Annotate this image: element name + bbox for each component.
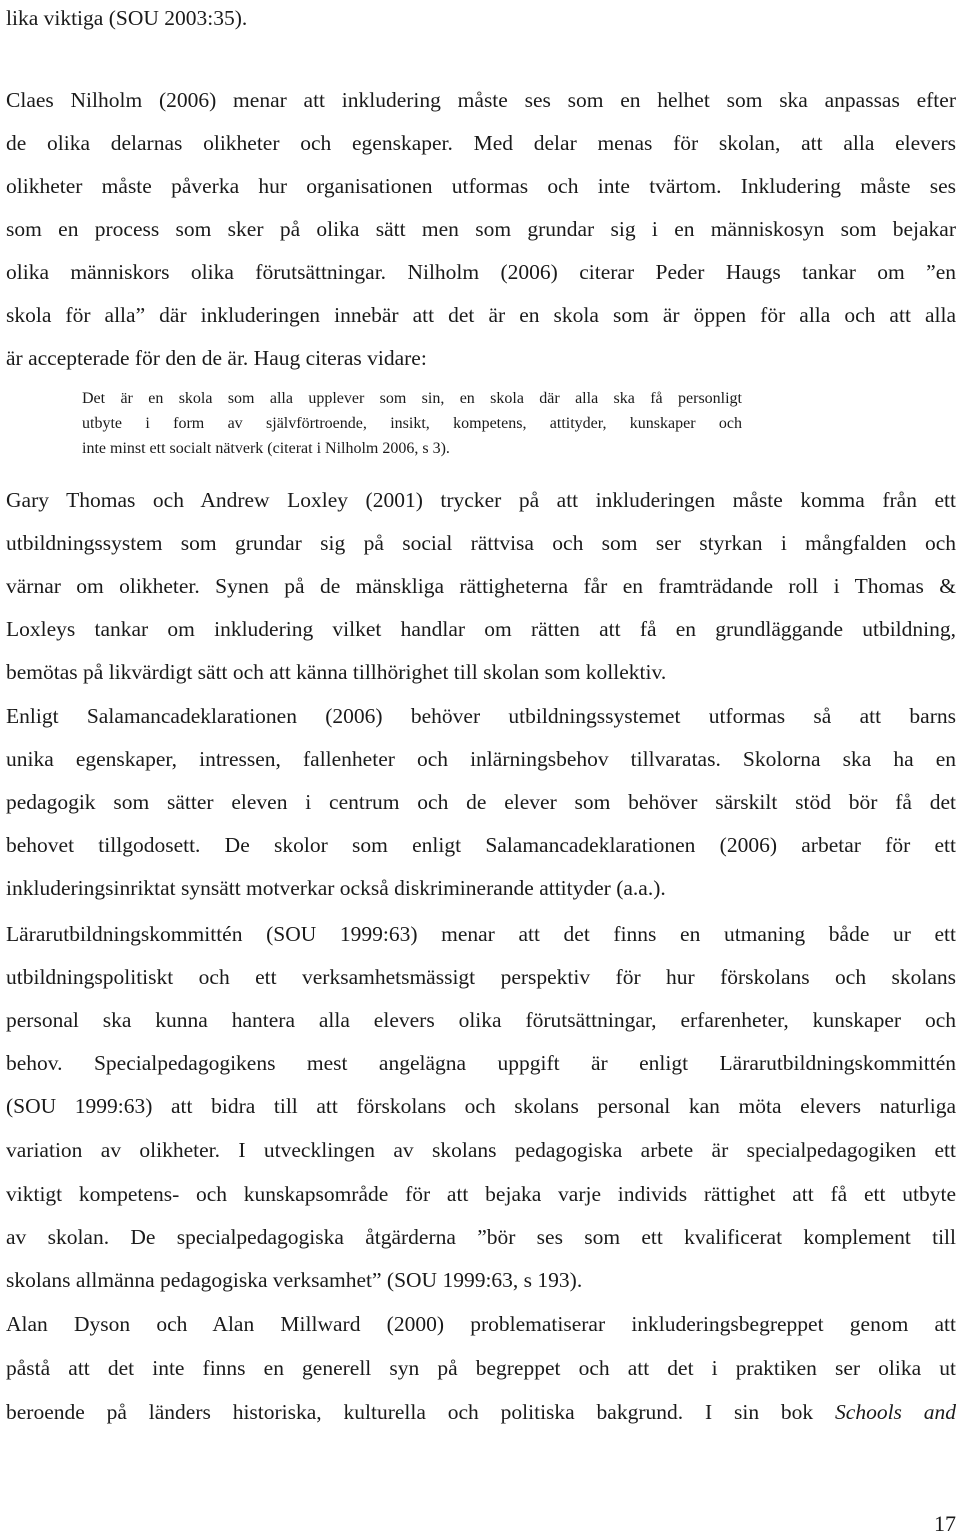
quote-line: inte minst ett socialt nätverk (citerat i Nilholm 2006, s 3). — [82, 440, 450, 457]
text-line: påstå att det inte finns en generell syn på begreppet och att det i praktiken ser olika ut — [6, 1356, 956, 1380]
text-line: Gary Thomas och Andrew Loxley (2001) trycker på att inkluderingen måste komma från ett — [6, 488, 956, 512]
text-line: Enligt Salamancadeklarationen (2006) behöver utbildningssystemet utformas så att barns — [6, 704, 956, 728]
page-number: 17 — [934, 1511, 956, 1536]
text-line: bemötas på likvärdigt sätt och att känna tillhörighet till skolan som kollektiv. — [6, 660, 667, 684]
text-line: av skolan. De specialpedagogiska åtgärderna ”bör ses som ett kvalificerat komplement till — [6, 1225, 956, 1249]
text-line: (SOU 1999:63) att bidra till att förskolans och skolans personal kan möta elevers naturliga — [6, 1094, 956, 1118]
text-line: variation av olikheter. I utvecklingen av skolans pedagogiska arbete är specialpedagogiken ett — [6, 1138, 956, 1162]
book-title-italic: Schools and — [835, 1400, 957, 1424]
text-line: utbildningspolitiskt och ett verksamhetsmässigt perspektiv för hur förskolans och skolans — [6, 965, 956, 989]
text-line: Loxleys tankar om inkludering vilket handlar om rätten att få en grundläggande utbildning, — [6, 617, 956, 641]
text-line: Claes Nilholm (2006) menar att inkludering måste ses som en helhet som ska anpassas efter — [6, 88, 956, 112]
text-line: personal ska kunna hantera alla elevers olika förutsättningar, erfarenheter, kunskaper och — [6, 1008, 956, 1032]
text-line: skolans allmänna pedagogiska verksamhet” (SOU 1999:63, s 193). — [6, 1268, 583, 1292]
text-line: värnar om olikheter. Synen på de mänskliga rättigheterna får en framträdande roll i Thomas & — [6, 574, 956, 598]
paragraph-fragment: lika viktiga (SOU 2003:35). — [6, 6, 248, 30]
quote-line: utbyte i form av självförtroende, insikt, kompetens, attityder, kunskaper och — [82, 415, 742, 432]
quote-line: Det är en skola som alla upplever som sin, en skola där alla ska få personligt — [82, 390, 742, 407]
text-line: viktigt kompetens- och kunskapsområde för att bejaka varje individs rättighet att få ett utbyte — [6, 1182, 956, 1206]
text-line: skola för alla” där inkluderingen innebär att det är en skola som är öppen för alla och att alla — [6, 303, 956, 327]
text-line: olika människors olika förutsättningar. Nilholm (2006) citerar Peder Haugs tankar om ”en — [6, 260, 956, 284]
text-line: de olika delarnas olikheter och egenskaper. Med delar menas för skolan, att alla elevers — [6, 131, 956, 155]
text-line — [6, 1398, 956, 1426]
text-line: olikheter måste påverka hur organisationen utformas och inte tvärtom. Inkludering måste ses — [6, 174, 956, 198]
text-line: behovet tillgodosett. De skolor som enligt Salamancadeklarationen (2006) arbetar för ett — [6, 833, 956, 857]
text-line: är accepterade för den de är. Haug citeras vidare: — [6, 346, 427, 370]
text-line: Alan Dyson och Alan Millward (2000) problematiserar inkluderingsbegreppet genom att — [6, 1312, 956, 1336]
text-line: pedagogik som sätter eleven i centrum och de elever som behöver särskilt stöd bör få det — [6, 790, 956, 814]
text-line: unika egenskaper, intressen, fallenheter och inlärningsbehov tillvaratas. Skolorna ska ha en — [6, 747, 956, 771]
text-line: inkluderingsinriktat synsätt motverkar också diskriminerande attityder (a.a.). — [6, 876, 666, 900]
text-line: som en process som sker på olika sätt men som grundar sig i en människosyn som bejakar — [6, 217, 956, 241]
text-line: Lärarutbildningskommittén (SOU 1999:63) menar att det finns en utmaning både ur ett — [6, 922, 956, 946]
text-run: beroende på länders historiska, kulturella och politiska bakgrund. I sin bok — [6, 1400, 814, 1424]
text-line: utbildningssystem som grundar sig på social rättvisa och som ser styrkan i mångfalden och — [6, 531, 956, 555]
text-line: behov. Specialpedagogikens mest angelägna uppgift är enligt Lärarutbildningskommittén — [6, 1051, 956, 1075]
